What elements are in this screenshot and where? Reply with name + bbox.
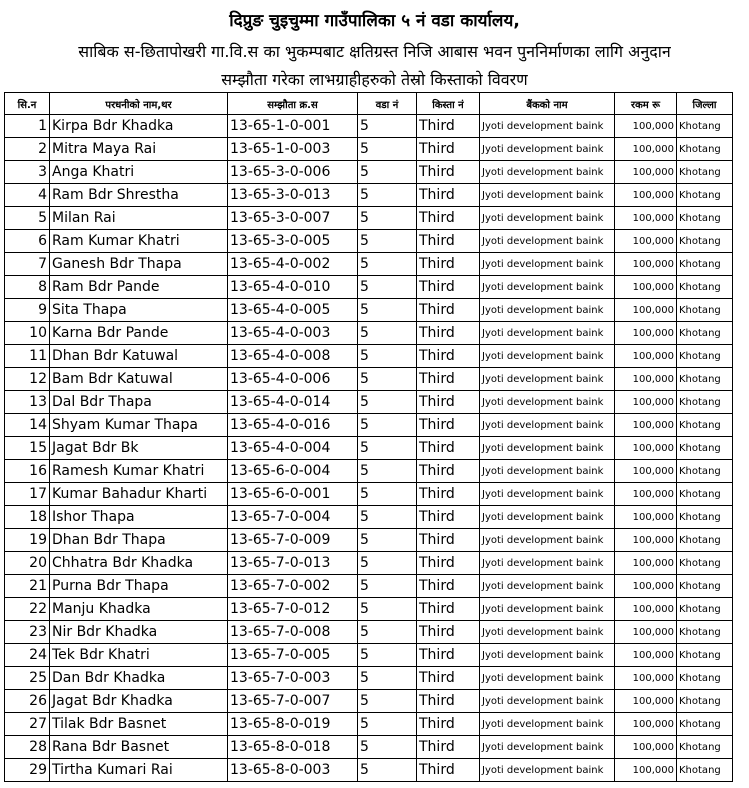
cell-installment[interactable]: Third xyxy=(417,598,480,621)
table-row xyxy=(5,414,733,437)
table-row xyxy=(5,230,733,253)
column-header-agreement[interactable]: सम्झौता क्र.स xyxy=(228,93,358,115)
cell-name[interactable]: Tilak Bdr Basnet xyxy=(50,713,228,736)
cell-amount[interactable]: 100,000 xyxy=(615,460,677,483)
cell-sn[interactable]: 20 xyxy=(5,552,50,575)
cell-bank[interactable]: Jyoti development baink xyxy=(480,759,615,782)
cell-name[interactable]: Ishor Thapa xyxy=(50,506,228,529)
table-row xyxy=(5,667,733,690)
cell-ward[interactable]: 5 xyxy=(358,368,417,391)
cell-ward[interactable]: 5 xyxy=(358,230,417,253)
table-row xyxy=(5,184,733,207)
cell-name[interactable]: Dan Bdr Khadka xyxy=(50,667,228,690)
cell-bank[interactable]: Jyoti development baink xyxy=(480,736,615,759)
table-row xyxy=(5,759,733,782)
cell-amount[interactable]: 100,000 xyxy=(615,184,677,207)
cell-name[interactable]: Mitra Maya Rai xyxy=(50,138,228,161)
cell-installment[interactable]: Third xyxy=(417,276,480,299)
cell-bank[interactable]: Jyoti development baink xyxy=(480,368,615,391)
cell-ward[interactable]: 5 xyxy=(358,621,417,644)
cell-ward[interactable]: 5 xyxy=(358,414,417,437)
cell-installment[interactable]: Third xyxy=(417,138,480,161)
cell-ward[interactable]: 5 xyxy=(358,161,417,184)
cell-district[interactable]: Khotang xyxy=(677,322,733,345)
cell-district[interactable]: Khotang xyxy=(677,667,733,690)
cell-name[interactable]: Bam Bdr Katuwal xyxy=(50,368,228,391)
cell-sn[interactable]: 29 xyxy=(5,759,50,782)
cell-district[interactable]: Khotang xyxy=(677,391,733,414)
cell-ward[interactable]: 5 xyxy=(358,437,417,460)
cell-name[interactable]: Dhan Bdr Katuwal xyxy=(50,345,228,368)
cell-agreement[interactable]: 13-65-4-0-002 xyxy=(228,253,358,276)
cell-district[interactable]: Khotang xyxy=(677,115,733,138)
cell-amount[interactable]: 100,000 xyxy=(615,161,677,184)
cell-installment[interactable]: Third xyxy=(417,644,480,667)
table-row xyxy=(5,506,733,529)
cell-sn[interactable]: 8 xyxy=(5,276,50,299)
cell-sn[interactable]: 4 xyxy=(5,184,50,207)
cell-sn[interactable]: 16 xyxy=(5,460,50,483)
cell-name[interactable]: Dal Bdr Thapa xyxy=(50,391,228,414)
cell-agreement[interactable]: 13-65-6-0-001 xyxy=(228,483,358,506)
cell-installment[interactable]: Third xyxy=(417,253,480,276)
cell-name[interactable]: Chhatra Bdr Khadka xyxy=(50,552,228,575)
cell-installment[interactable]: Third xyxy=(417,759,480,782)
cell-amount[interactable]: 100,000 xyxy=(615,575,677,598)
cell-bank[interactable]: Jyoti development baink xyxy=(480,414,615,437)
table-row xyxy=(5,253,733,276)
table-row xyxy=(5,460,733,483)
cell-installment[interactable]: Third xyxy=(417,115,480,138)
cell-amount[interactable]: 100,000 xyxy=(615,437,677,460)
cell-sn[interactable]: 5 xyxy=(5,207,50,230)
column-header-installment[interactable]: किस्ता नं xyxy=(417,93,480,115)
table-row xyxy=(5,138,733,161)
cell-agreement[interactable]: 13-65-4-0-016 xyxy=(228,414,358,437)
cell-bank[interactable]: Jyoti development baink xyxy=(480,575,615,598)
cell-name[interactable]: Dhan Bdr Thapa xyxy=(50,529,228,552)
cell-amount[interactable]: 100,000 xyxy=(615,736,677,759)
cell-name[interactable]: Anga Khatri xyxy=(50,161,228,184)
table-body xyxy=(5,115,733,782)
cell-ward[interactable]: 5 xyxy=(358,276,417,299)
table-row xyxy=(5,276,733,299)
cell-agreement[interactable]: 13-65-4-0-005 xyxy=(228,299,358,322)
cell-agreement[interactable]: 13-65-6-0-004 xyxy=(228,460,358,483)
cell-installment[interactable]: Third xyxy=(417,621,480,644)
cell-ward[interactable]: 5 xyxy=(358,184,417,207)
table-header-row xyxy=(5,93,733,115)
table-row xyxy=(5,690,733,713)
cell-district[interactable]: Khotang xyxy=(677,138,733,161)
cell-sn[interactable]: 3 xyxy=(5,161,50,184)
cell-district[interactable]: Khotang xyxy=(677,529,733,552)
cell-agreement[interactable]: 13-65-3-0-013 xyxy=(228,184,358,207)
cell-bank[interactable]: Jyoti development baink xyxy=(480,253,615,276)
cell-bank[interactable]: Jyoti development baink xyxy=(480,483,615,506)
cell-district[interactable]: Khotang xyxy=(677,621,733,644)
table-row xyxy=(5,368,733,391)
cell-installment[interactable]: Third xyxy=(417,437,480,460)
cell-installment[interactable]: Third xyxy=(417,345,480,368)
cell-ward[interactable]: 5 xyxy=(358,690,417,713)
cell-ward[interactable]: 5 xyxy=(358,667,417,690)
cell-ward[interactable]: 5 xyxy=(358,552,417,575)
cell-agreement[interactable]: 13-65-3-0-006 xyxy=(228,161,358,184)
cell-agreement[interactable]: 13-65-7-0-004 xyxy=(228,506,358,529)
cell-sn[interactable]: 13 xyxy=(5,391,50,414)
cell-sn[interactable]: 14 xyxy=(5,414,50,437)
cell-sn[interactable]: 17 xyxy=(5,483,50,506)
cell-district[interactable]: Khotang xyxy=(677,506,733,529)
table-row xyxy=(5,575,733,598)
cell-district[interactable]: Khotang xyxy=(677,598,733,621)
page-subtitle-2: सम्झौता गरेका लाभग्राहीहरुको तेस्रो किस्ताको विवरण xyxy=(221,70,528,89)
cell-bank[interactable]: Jyoti development baink xyxy=(480,437,615,460)
cell-installment[interactable]: Third xyxy=(417,230,480,253)
table-row xyxy=(5,345,733,368)
cell-district[interactable]: Khotang xyxy=(677,759,733,782)
cell-ward[interactable]: 5 xyxy=(358,460,417,483)
table-row xyxy=(5,552,733,575)
cell-amount[interactable]: 100,000 xyxy=(615,598,677,621)
cell-amount[interactable]: 100,000 xyxy=(615,483,677,506)
cell-district[interactable]: Khotang xyxy=(677,345,733,368)
cell-name[interactable]: Shyam Kumar Thapa xyxy=(50,414,228,437)
cell-agreement[interactable]: 13-65-4-0-010 xyxy=(228,276,358,299)
cell-district[interactable]: Khotang xyxy=(677,736,733,759)
cell-bank[interactable]: Jyoti development baink xyxy=(480,138,615,161)
cell-name[interactable]: Sita Thapa xyxy=(50,299,228,322)
table-row xyxy=(5,598,733,621)
cell-bank[interactable]: Jyoti development baink xyxy=(480,276,615,299)
cell-sn[interactable]: 15 xyxy=(5,437,50,460)
cell-name[interactable]: Kirpa Bdr Khadka xyxy=(50,115,228,138)
cell-installment[interactable]: Third xyxy=(417,391,480,414)
cell-amount[interactable]: 100,000 xyxy=(615,552,677,575)
cell-agreement[interactable]: 13-65-3-0-005 xyxy=(228,230,358,253)
cell-ward[interactable]: 5 xyxy=(358,713,417,736)
cell-name[interactable]: Karna Bdr Pande xyxy=(50,322,228,345)
cell-sn[interactable]: 27 xyxy=(5,713,50,736)
cell-installment[interactable]: Third xyxy=(417,575,480,598)
table-row xyxy=(5,161,733,184)
cell-sn[interactable]: 12 xyxy=(5,368,50,391)
column-header-ward[interactable]: वडा नं xyxy=(358,93,417,115)
cell-agreement[interactable]: 13-65-7-0-012 xyxy=(228,598,358,621)
cell-sn[interactable]: 28 xyxy=(5,736,50,759)
cell-district[interactable]: Khotang xyxy=(677,483,733,506)
cell-installment[interactable]: Third xyxy=(417,299,480,322)
page-subtitle: साबिक स-छितापोखरी गा.वि.स का भुकम्पबाट क्षतिग्रस्त निजि आबास भवन पुननिर्माणका लागि अनुदान xyxy=(78,42,671,61)
cell-district[interactable]: Khotang xyxy=(677,276,733,299)
cell-bank[interactable]: Jyoti development baink xyxy=(480,529,615,552)
cell-installment[interactable]: Third xyxy=(417,736,480,759)
cell-agreement[interactable]: 13-65-8-0-019 xyxy=(228,713,358,736)
cell-name[interactable]: Jagat Bdr Bk xyxy=(50,437,228,460)
cell-district[interactable]: Khotang xyxy=(677,253,733,276)
cell-amount[interactable]: 100,000 xyxy=(615,345,677,368)
cell-amount[interactable]: 100,000 xyxy=(615,207,677,230)
cell-agreement[interactable]: 13-65-8-0-018 xyxy=(228,736,358,759)
cell-sn[interactable]: 24 xyxy=(5,644,50,667)
cell-ward[interactable]: 5 xyxy=(358,736,417,759)
cell-amount[interactable]: 100,000 xyxy=(615,759,677,782)
cell-amount[interactable]: 100,000 xyxy=(615,391,677,414)
cell-installment[interactable]: Third xyxy=(417,483,480,506)
cell-installment[interactable]: Third xyxy=(417,529,480,552)
cell-agreement[interactable]: 13-65-4-0-003 xyxy=(228,322,358,345)
cell-agreement[interactable]: 13-65-7-0-007 xyxy=(228,690,358,713)
cell-sn[interactable]: 2 xyxy=(5,138,50,161)
cell-ward[interactable]: 5 xyxy=(358,345,417,368)
beneficiary-table xyxy=(4,92,733,782)
table-row xyxy=(5,115,733,138)
cell-sn[interactable]: 25 xyxy=(5,667,50,690)
cell-district[interactable]: Khotang xyxy=(677,644,733,667)
cell-name[interactable]: Purna Bdr Thapa xyxy=(50,575,228,598)
cell-sn[interactable]: 10 xyxy=(5,322,50,345)
cell-ward[interactable]: 5 xyxy=(358,391,417,414)
table-row xyxy=(5,437,733,460)
cell-installment[interactable]: Third xyxy=(417,414,480,437)
cell-name[interactable]: Ram Bdr Pande xyxy=(50,276,228,299)
cell-installment[interactable]: Third xyxy=(417,161,480,184)
cell-district[interactable]: Khotang xyxy=(677,575,733,598)
cell-name[interactable]: Ramesh Kumar Khatri xyxy=(50,460,228,483)
cell-amount[interactable]: 100,000 xyxy=(615,276,677,299)
cell-name[interactable]: Ganesh Bdr Thapa xyxy=(50,253,228,276)
cell-name[interactable]: Nir Bdr Khadka xyxy=(50,621,228,644)
cell-district[interactable]: Khotang xyxy=(677,230,733,253)
page-title: दिप्रुङ चुइचुम्मा गाउँपालिका ५ नं वडा कार्यालय, xyxy=(229,11,520,31)
cell-amount[interactable]: 100,000 xyxy=(615,299,677,322)
table-row xyxy=(5,391,733,414)
cell-amount[interactable]: 100,000 xyxy=(615,414,677,437)
cell-bank[interactable]: Jyoti development baink xyxy=(480,299,615,322)
table-row xyxy=(5,736,733,759)
column-header-amount[interactable]: रकम रू xyxy=(615,93,677,115)
cell-sn[interactable]: 19 xyxy=(5,529,50,552)
cell-amount[interactable]: 100,000 xyxy=(615,230,677,253)
cell-bank[interactable]: Jyoti development baink xyxy=(480,690,615,713)
table-row xyxy=(5,644,733,667)
cell-agreement[interactable]: 13-65-4-0-014 xyxy=(228,391,358,414)
cell-amount[interactable]: 100,000 xyxy=(615,506,677,529)
cell-district[interactable]: Khotang xyxy=(677,368,733,391)
cell-name[interactable]: Ram Bdr Shrestha xyxy=(50,184,228,207)
cell-amount[interactable]: 100,000 xyxy=(615,138,677,161)
cell-installment[interactable]: Third xyxy=(417,207,480,230)
cell-amount[interactable]: 100,000 xyxy=(615,115,677,138)
cell-ward[interactable]: 5 xyxy=(358,299,417,322)
cell-bank[interactable]: Jyoti development baink xyxy=(480,391,615,414)
cell-district[interactable]: Khotang xyxy=(677,184,733,207)
cell-amount[interactable]: 100,000 xyxy=(615,690,677,713)
cell-bank[interactable]: Jyoti development baink xyxy=(480,207,615,230)
table-row xyxy=(5,621,733,644)
cell-name[interactable]: Milan Rai xyxy=(50,207,228,230)
cell-agreement[interactable]: 13-65-1-0-003 xyxy=(228,138,358,161)
cell-bank[interactable]: Jyoti development baink xyxy=(480,230,615,253)
cell-bank[interactable]: Jyoti development baink xyxy=(480,667,615,690)
cell-agreement[interactable]: 13-65-7-0-009 xyxy=(228,529,358,552)
cell-district[interactable]: Khotang xyxy=(677,161,733,184)
cell-installment[interactable]: Third xyxy=(417,368,480,391)
cell-agreement[interactable]: 13-65-3-0-007 xyxy=(228,207,358,230)
table-row xyxy=(5,713,733,736)
cell-installment[interactable]: Third xyxy=(417,322,480,345)
cell-installment[interactable]: Third xyxy=(417,506,480,529)
cell-name[interactable]: Tirtha Kumari Rai xyxy=(50,759,228,782)
cell-sn[interactable]: 9 xyxy=(5,299,50,322)
cell-ward[interactable]: 5 xyxy=(358,483,417,506)
cell-bank[interactable]: Jyoti development baink xyxy=(480,115,615,138)
cell-district[interactable]: Khotang xyxy=(677,690,733,713)
cell-name[interactable]: Tek Bdr Khatri xyxy=(50,644,228,667)
cell-district[interactable]: Khotang xyxy=(677,299,733,322)
cell-ward[interactable]: 5 xyxy=(358,115,417,138)
cell-bank[interactable]: Jyoti development baink xyxy=(480,506,615,529)
cell-agreement[interactable]: 13-65-7-0-002 xyxy=(228,575,358,598)
cell-bank[interactable]: Jyoti development baink xyxy=(480,322,615,345)
cell-district[interactable]: Khotang xyxy=(677,437,733,460)
cell-amount[interactable]: 100,000 xyxy=(615,253,677,276)
cell-district[interactable]: Khotang xyxy=(677,552,733,575)
cell-bank[interactable]: Jyoti development baink xyxy=(480,621,615,644)
sheet-margin xyxy=(733,92,749,788)
cell-ward[interactable]: 5 xyxy=(358,759,417,782)
cell-agreement[interactable]: 13-65-8-0-003 xyxy=(228,759,358,782)
cell-ward[interactable]: 5 xyxy=(358,322,417,345)
cell-sn[interactable]: 6 xyxy=(5,230,50,253)
cell-name[interactable]: Jagat Bdr Khadka xyxy=(50,690,228,713)
cell-sn[interactable]: 11 xyxy=(5,345,50,368)
cell-agreement[interactable]: 13-65-1-0-001 xyxy=(228,115,358,138)
cell-bank[interactable]: Jyoti development baink xyxy=(480,598,615,621)
cell-bank[interactable]: Jyoti development baink xyxy=(480,552,615,575)
cell-bank[interactable]: Jyoti development baink xyxy=(480,460,615,483)
cell-agreement[interactable]: 13-65-4-0-008 xyxy=(228,345,358,368)
cell-agreement[interactable]: 13-65-7-0-013 xyxy=(228,552,358,575)
cell-installment[interactable]: Third xyxy=(417,690,480,713)
cell-ward[interactable]: 5 xyxy=(358,575,417,598)
table-row xyxy=(5,483,733,506)
cell-name[interactable]: Kumar Bahadur Kharti xyxy=(50,483,228,506)
cell-amount[interactable]: 100,000 xyxy=(615,621,677,644)
cell-installment[interactable]: Third xyxy=(417,713,480,736)
cell-installment[interactable]: Third xyxy=(417,667,480,690)
column-header-name[interactable]: परधनीको नाम,थर xyxy=(50,93,228,115)
cell-district[interactable]: Khotang xyxy=(677,414,733,437)
cell-name[interactable]: Rana Bdr Basnet xyxy=(50,736,228,759)
cell-bank[interactable]: Jyoti development baink xyxy=(480,161,615,184)
cell-agreement[interactable]: 13-65-4-0-006 xyxy=(228,368,358,391)
cell-installment[interactable]: Third xyxy=(417,184,480,207)
cell-ward[interactable]: 5 xyxy=(358,644,417,667)
table-row xyxy=(5,299,733,322)
cell-amount[interactable]: 100,000 xyxy=(615,713,677,736)
cell-installment[interactable]: Third xyxy=(417,460,480,483)
table-row xyxy=(5,322,733,345)
cell-agreement[interactable]: 13-65-7-0-005 xyxy=(228,644,358,667)
cell-amount[interactable]: 100,000 xyxy=(615,667,677,690)
cell-amount[interactable]: 100,000 xyxy=(615,322,677,345)
table-row xyxy=(5,529,733,552)
cell-district[interactable]: Khotang xyxy=(677,460,733,483)
cell-amount[interactable]: 100,000 xyxy=(615,529,677,552)
cell-sn[interactable]: 7 xyxy=(5,253,50,276)
cell-installment[interactable]: Third xyxy=(417,552,480,575)
cell-sn[interactable]: 26 xyxy=(5,690,50,713)
cell-ward[interactable]: 5 xyxy=(358,598,417,621)
cell-district[interactable]: Khotang xyxy=(677,207,733,230)
cell-agreement[interactable]: 13-65-4-0-004 xyxy=(228,437,358,460)
cell-amount[interactable]: 100,000 xyxy=(615,368,677,391)
column-header-district[interactable]: जिल्ला xyxy=(677,93,733,115)
column-header-bank[interactable]: बैंकको नाम xyxy=(480,93,615,115)
cell-sn[interactable]: 18 xyxy=(5,506,50,529)
cell-sn[interactable]: 21 xyxy=(5,575,50,598)
cell-name[interactable]: Manju Khadka xyxy=(50,598,228,621)
cell-ward[interactable]: 5 xyxy=(358,529,417,552)
cell-bank[interactable]: Jyoti development baink xyxy=(480,345,615,368)
column-header-sn[interactable]: सि.न xyxy=(5,93,50,115)
cell-bank[interactable]: Jyoti development baink xyxy=(480,644,615,667)
cell-agreement[interactable]: 13-65-7-0-003 xyxy=(228,667,358,690)
cell-sn[interactable]: 22 xyxy=(5,598,50,621)
cell-ward[interactable]: 5 xyxy=(358,138,417,161)
cell-amount[interactable]: 100,000 xyxy=(615,644,677,667)
cell-district[interactable]: Khotang xyxy=(677,713,733,736)
cell-sn[interactable]: 1 xyxy=(5,115,50,138)
table-row xyxy=(5,207,733,230)
cell-ward[interactable]: 5 xyxy=(358,253,417,276)
cell-bank[interactable]: Jyoti development baink xyxy=(480,184,615,207)
cell-ward[interactable]: 5 xyxy=(358,506,417,529)
cell-sn[interactable]: 23 xyxy=(5,621,50,644)
cell-ward[interactable]: 5 xyxy=(358,207,417,230)
cell-name[interactable]: Ram Kumar Khatri xyxy=(50,230,228,253)
cell-agreement[interactable]: 13-65-7-0-008 xyxy=(228,621,358,644)
cell-bank[interactable]: Jyoti development baink xyxy=(480,713,615,736)
